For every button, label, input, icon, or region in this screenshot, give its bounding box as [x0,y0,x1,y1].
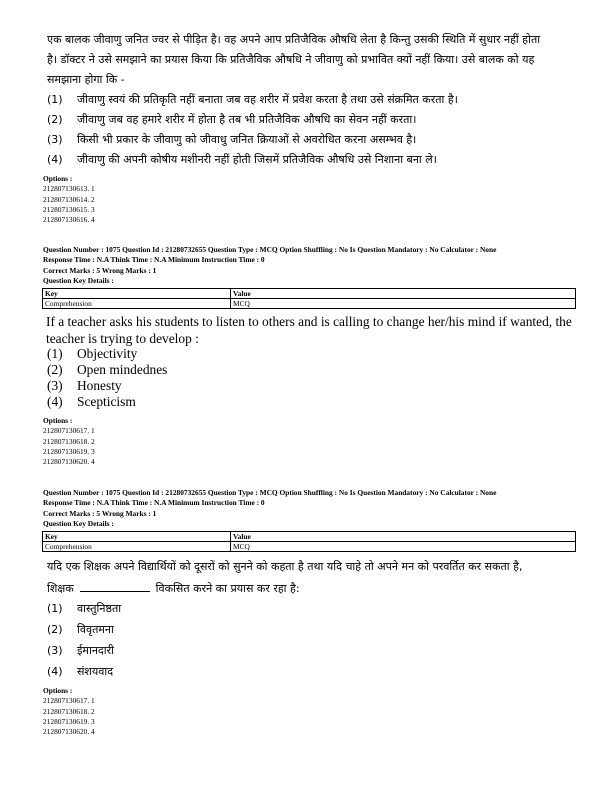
q2-option-1 [47,346,587,363]
q2-meta-line2: Response Time : N.A Think Time : N.A Minimum Instruction Time : 0 [43,255,265,265]
q2-key-details-label: Question Key Details : [43,275,114,285]
q1-option-1 [47,90,587,110]
q2-option-3-number: (3) [47,378,63,393]
q3-value-cell: MCQ [231,542,576,552]
q3-key-cell: Comprehension [43,542,231,552]
q3-meta-line1: Question Number : 1075 Question Id : 21280732655 Question Type : MCQ Option Shuffling : No Is Question Mandatory : No Calculator : None [43,488,497,497]
q1-option-1-number: (1) [47,93,63,106]
table-row [43,532,576,542]
table-row [43,299,576,309]
q2-stem-line1: If a teacher asks his students to listen to others and is calling to change her/his mind if wanted, the [46,314,572,329]
q2-key-header: Key [43,289,231,299]
q1-option-4-text: जीवाणु की अपनी कोषीय मशीनरी नहीं होती जिसमें प्रतिजैविक औषधि उसे निशाना बना ले। [77,153,437,166]
q3-option-4-number: (4) [47,665,63,678]
q3-option-3 [47,641,587,661]
q3-option-3-number: (3) [47,644,63,657]
q3-option-1-text: वास्तुनिष्ठता [77,602,122,615]
q2-option-id-1: 212807130617. 1 [43,426,95,436]
q2-stem-line2: teacher is trying to develop : [46,330,199,346]
q2-option-2 [47,362,587,379]
q2-option-id-3: 212807130619. 3 [43,446,95,456]
q3-key-header: Key [43,532,231,542]
q2-meta-line1: Question Number : 1075 Question Id : 21280732655 Question Type : MCQ Option Shuffling : No Is Question Mandatory : No Calculator : None [43,245,497,254]
q2-options-label: Options : [43,416,73,425]
q3-meta-line2: Response Time : N.A Think Time : N.A Minimum Instruction Time : 0 [43,498,265,508]
q1-option-id-1: 212807130613. 1 [43,184,95,194]
q2-option-1-number: (1) [47,346,63,361]
q3-stem-line2 [47,578,579,600]
q1-stem [47,30,579,90]
q2-option-2-text: Open mindednes [77,362,168,377]
q3-key-details-label: Question Key Details : [43,518,114,528]
q3-value-header: Value [231,532,576,542]
q3-options-label: Options : [43,686,73,695]
q2-key-cell: Comprehension [43,299,231,309]
q2-stem [46,314,586,347]
q2-value-header: Value [231,289,576,299]
q3-option-3-text: ईमानदारी [77,644,114,657]
q1-option-id-4: 212807130616. 4 [43,215,95,225]
q1-option-id-2: 212807130614. 2 [43,194,95,204]
answer-blank [80,581,150,592]
q3-option-id-2: 212807130618. 2 [43,706,95,716]
q2-marks: Correct Marks : 5 Wrong Marks : 1 [43,265,157,275]
q2-option-4-text: Scepticism [77,394,136,409]
q1-stem-line1: एक बालक जीवाणु जनित ज्वर से पीड़ित है। वह अपने आप प्रतिजैविक औषधि लेता है किन्तु उसकी स्थिति में सुधार नहीं होता [47,33,541,46]
q3-option-2 [47,620,587,640]
q2-options-list [43,416,583,467]
q2-meta [43,245,583,286]
q3-option-2-number: (2) [47,623,63,636]
q1-stem-line2: है। डॉक्टर ने उसे समझाने का प्रयास किया कि प्रतिजैविक औषधि ने जीवाणु को प्रभावित क्यों नहीं किया। उसे बालक को यह [47,53,535,66]
q3-stem-line1: यदि एक शिक्षक अपने विद्यार्थियों को दूसरों को सुनने को कहता है तथा यदि चाहे तो अपने मन को परवर्तित कर सकता है, [47,560,523,573]
q3-option-id-3: 212807130619. 3 [43,716,95,726]
q1-options-label: Options : [43,174,73,183]
q1-options-list [43,174,583,225]
q2-option-4 [47,394,587,411]
q3-options-list [43,686,583,737]
q2-key-table [42,288,576,309]
q3-option-4-text: संशयवाद [77,665,114,678]
q1-option-4-number: (4) [47,153,63,166]
q1-option-2 [47,110,587,130]
q3-stem [47,556,579,600]
q3-option-1 [47,599,587,619]
q2-option-3 [47,378,587,395]
q2-option-3-text: Honesty [77,378,122,393]
q3-stem-line2-end: विकसित करने का प्रयास कर रहा है: [155,582,300,595]
q2-option-1-text: Objectivity [77,346,138,361]
q3-option-id-4: 212807130620. 4 [43,727,95,737]
q1-option-2-text: जीवाणु जब वह हमारे शरीर में होता है तब भी प्रतिजैविक औषधि का सेवन नहीं करता। [77,113,417,126]
q1-option-1-text: जीवाणु स्वयं की प्रतिकृति नहीं बनाता जब वह शरीर में प्रवेश करता है तथा उसे संक्रमित करता है। [77,93,458,106]
q3-stem-line2-start: शिक्षक [47,582,74,595]
q3-option-1-number: (1) [47,602,63,615]
q3-option-4 [47,662,587,682]
q1-stem-line3: समझाना होगा कि - [47,73,125,86]
q2-option-4-number: (4) [47,394,63,409]
q3-marks: Correct Marks : 5 Wrong Marks : 1 [43,508,157,518]
q3-key-table [42,531,576,552]
q2-option-2-number: (2) [47,362,63,377]
q2-option-id-4: 212807130620. 4 [43,457,95,467]
q1-option-4 [47,150,587,170]
q1-option-3-number: (3) [47,133,63,146]
q1-option-id-3: 212807130615. 3 [43,204,95,214]
q1-option-2-number: (2) [47,113,63,126]
q3-meta [43,488,583,529]
q1-option-3-text: किसी भी प्रकार के जीवाणु को जीवाधु जनित क्रियाओं से अवरोधित करना असम्भव है। [77,133,417,146]
table-row [43,542,576,552]
q2-value-cell: MCQ [231,299,576,309]
q3-option-id-1: 212807130617. 1 [43,696,95,706]
q3-option-2-text: विवृतमना [77,623,114,636]
q2-option-id-2: 212807130618. 2 [43,436,95,446]
table-row [43,289,576,299]
q1-option-3 [47,130,587,150]
